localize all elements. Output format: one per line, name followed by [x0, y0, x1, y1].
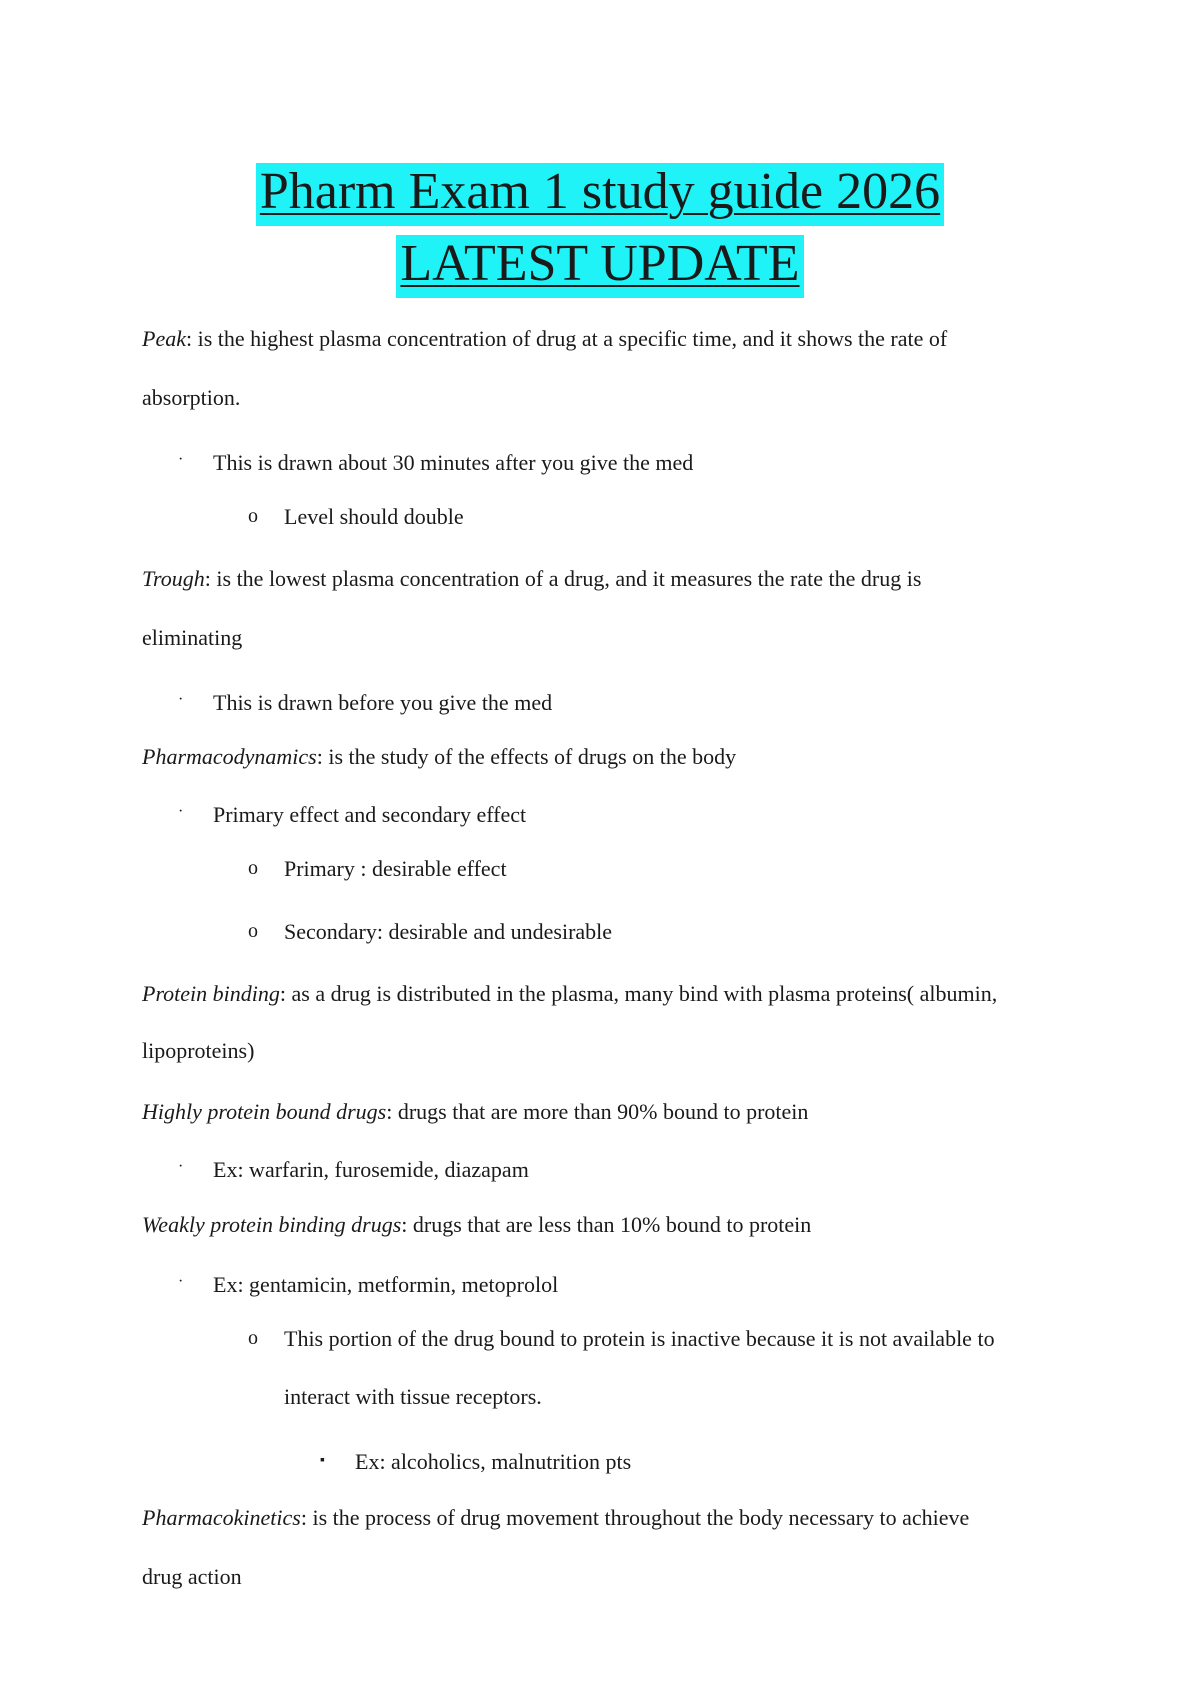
sub-bullet-marker: o	[248, 505, 258, 527]
pharmacodynamics-sub-2: Secondary: desirable and undesirable	[284, 919, 613, 944]
bullet-marker: ·	[178, 803, 184, 820]
weakly-bound-definition	[142, 1214, 811, 1236]
protein-binding-term: Protein binding	[142, 981, 280, 1006]
protein-binding-def-text: : as a drug is distributed in the plasma, many bind with plasma proteins( albumin,	[279, 981, 998, 1006]
pharmacodynamics-sub-1: Primary : desirable effect	[284, 856, 507, 881]
highly-bound-def-text: : drugs that are more than 90% bound to protein	[386, 1099, 809, 1124]
peak-definition-cont: absorption.	[142, 385, 241, 410]
pharmacodynamics-bullet-1: Primary effect and secondary effect	[213, 802, 527, 827]
protein-binding-definition-cont: lipoproteins)	[142, 1038, 255, 1063]
weakly-bound-sub-1-cont: interact with tissue receptors.	[284, 1384, 542, 1409]
sub-bullet-marker: o	[248, 857, 258, 879]
pharmacokinetics-definition	[142, 1507, 969, 1529]
highly-bound-bullet-1: Ex: warfarin, furosemide, diazapam	[213, 1157, 529, 1182]
document-title-line-1	[0, 163, 1200, 220]
pharmacodynamics-definition	[142, 746, 736, 768]
trough-bullet-1: This is drawn before you give the med	[213, 690, 553, 715]
trough-definition-cont: eliminating	[142, 625, 243, 650]
title-highlight-2: LATEST UPDATE	[396, 235, 803, 298]
bullet-marker: ·	[178, 1273, 184, 1290]
pharmacokinetics-definition-cont: drug action	[142, 1564, 242, 1589]
trough-def-text: : is the lowest plasma concentration of a drug, and it measures the rate the drug is	[204, 566, 922, 591]
protein-binding-definition	[142, 983, 997, 1005]
weakly-bound-sub-1: This portion of the drug bound to protein is inactive because it is not available to	[284, 1326, 995, 1351]
bullet-marker: ·	[178, 1158, 184, 1175]
weakly-bound-subsub-1: Ex: alcoholics, malnutrition pts	[355, 1449, 632, 1474]
peak-def-text: : is the highest plasma concentration of drug at a specific time, and it shows the rate of	[185, 326, 948, 351]
peak-definition	[142, 328, 947, 350]
peak-bullet-1: This is drawn about 30 minutes after you give the med	[213, 450, 694, 475]
title-highlight-1: Pharm Exam 1 study guide 2026	[256, 163, 944, 226]
highly-bound-definition	[142, 1101, 808, 1123]
weakly-bound-term: Weakly protein binding drugs	[142, 1212, 402, 1237]
peak-term: Peak	[142, 326, 186, 351]
pharmacodynamics-def-text: : is the study of the effects of drugs on the body	[316, 744, 737, 769]
pharmacodynamics-term: Pharmacodynamics	[142, 744, 317, 769]
sub-bullet-marker: o	[248, 920, 258, 942]
bullet-marker: ·	[178, 451, 184, 468]
weakly-bound-bullet-1: Ex: gentamicin, metformin, metoprolol	[213, 1272, 559, 1297]
pharmacokinetics-term: Pharmacokinetics	[142, 1505, 301, 1530]
trough-term: Trough	[142, 566, 205, 591]
peak-sub-1: Level should double	[284, 504, 464, 529]
highly-bound-term: Highly protein bound drugs	[142, 1099, 387, 1124]
document-title-line-2	[0, 235, 1200, 292]
sub-sub-bullet-marker: ▪	[320, 1453, 325, 1468]
pharmacokinetics-def-text: : is the process of drug movement throughout the body necessary to achieve	[300, 1505, 970, 1530]
sub-bullet-marker: o	[248, 1327, 258, 1349]
trough-definition	[142, 568, 921, 590]
bullet-marker: ·	[178, 691, 184, 708]
weakly-bound-def-text: : drugs that are less than 10% bound to protein	[401, 1212, 812, 1237]
